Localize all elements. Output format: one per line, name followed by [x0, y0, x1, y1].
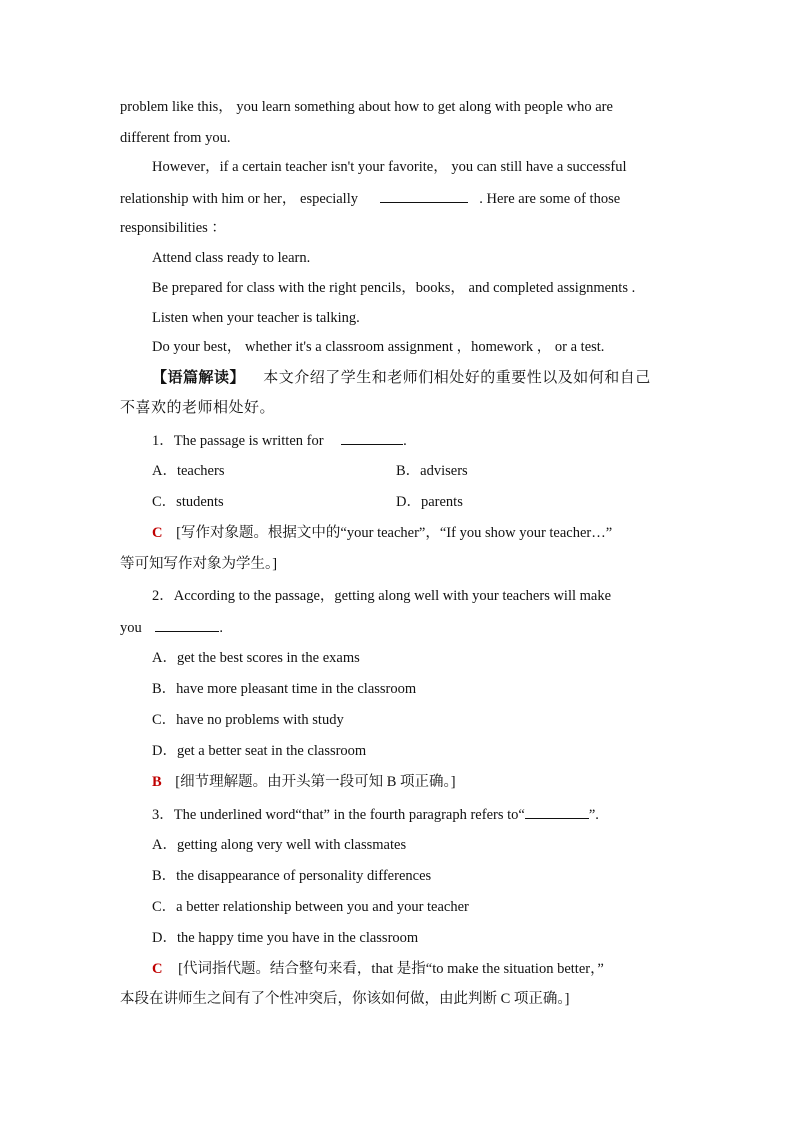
question-text: .	[403, 433, 407, 449]
answer-letter: C	[152, 961, 163, 977]
option: B．the disappearance of personality differences	[152, 868, 432, 884]
question-stem	[152, 430, 407, 451]
explanation-text: [写作对象题。根据文中的“your teacher”，“If you show your teacher…”	[176, 525, 613, 541]
answer-letter: B	[152, 774, 162, 790]
option: C．students	[152, 494, 224, 510]
analysis-line: 不喜欢的老师相处好。	[120, 400, 276, 416]
question-text: you	[120, 620, 142, 636]
passage-line: problem like this， you learn something about how to get along with people who are	[120, 99, 613, 115]
option: D．parents	[396, 494, 463, 510]
answer-blank	[525, 804, 589, 819]
question-text: 1．The passage is written for	[152, 433, 324, 449]
question-stem: 2．According to the passage，getting along well with your teachers will make	[152, 588, 612, 604]
option: D．the happy time you have in the classroom	[152, 930, 419, 946]
analysis-text: 本文介绍了学生和老师们相处好的重要性以及如何和自己	[263, 370, 651, 386]
question-text: 3．The underlined word“that” in the fourth paragraph refers to“	[152, 807, 525, 823]
explanation-line	[152, 523, 612, 543]
explanation-line	[152, 772, 456, 792]
option: D．get a better seat in the classroom	[152, 743, 367, 759]
answer-blank	[155, 617, 219, 632]
passage-text: relationship with him or her， especially	[120, 191, 358, 207]
explanation-line: 本段在讲师生之间有了个性冲突后，你该如何做，由此判断 C 项正确。]	[120, 991, 570, 1007]
answer-blank	[380, 188, 468, 203]
option: B．advisers	[396, 463, 468, 479]
question-text: ”.	[588, 807, 599, 823]
answer-letter: C	[152, 525, 163, 541]
question-stem	[120, 617, 223, 638]
question-stem	[152, 804, 599, 825]
analysis-line	[152, 368, 651, 388]
option: A．get the best scores in the exams	[152, 650, 360, 666]
passage-text: . Here are some of those	[479, 191, 621, 207]
passage-list-item: Do your best， whether it's a classroom assignment ，homework ， or a test.	[152, 339, 605, 355]
question-text: .	[219, 620, 223, 636]
passage-line: different from you.	[120, 130, 231, 146]
answer-blank	[341, 430, 403, 445]
explanation-text: [细节理解题。由开头第一段可知 B 项正确。]	[175, 774, 456, 790]
explanation-text: [代词指代题。结合整句来看，that 是指“to make the situation better，”	[178, 961, 604, 977]
option: C．a better relationship between you and your teacher	[152, 899, 469, 915]
option: A．teachers	[152, 463, 225, 479]
passage-line: However，if a certain teacher isn't your favorite， you can still have a successful	[152, 159, 627, 175]
option: B．have more pleasant time in the classroom	[152, 681, 417, 697]
passage-line: responsibilities ：	[120, 220, 226, 236]
analysis-label: 【语篇解读】	[152, 370, 246, 386]
explanation-line: 等可知写作对象为学生。]	[120, 556, 278, 572]
passage-list-item: Listen when your teacher is talking.	[152, 310, 360, 326]
passage-list-item: Attend class ready to learn.	[152, 250, 311, 266]
option: A．getting along very well with classmates	[152, 837, 407, 853]
passage-list-item: Be prepared for class with the right pencils，books， and completed assignments .	[152, 280, 636, 296]
explanation-line	[152, 959, 604, 979]
option: C．have no problems with study	[152, 712, 344, 728]
passage-line	[120, 188, 620, 209]
